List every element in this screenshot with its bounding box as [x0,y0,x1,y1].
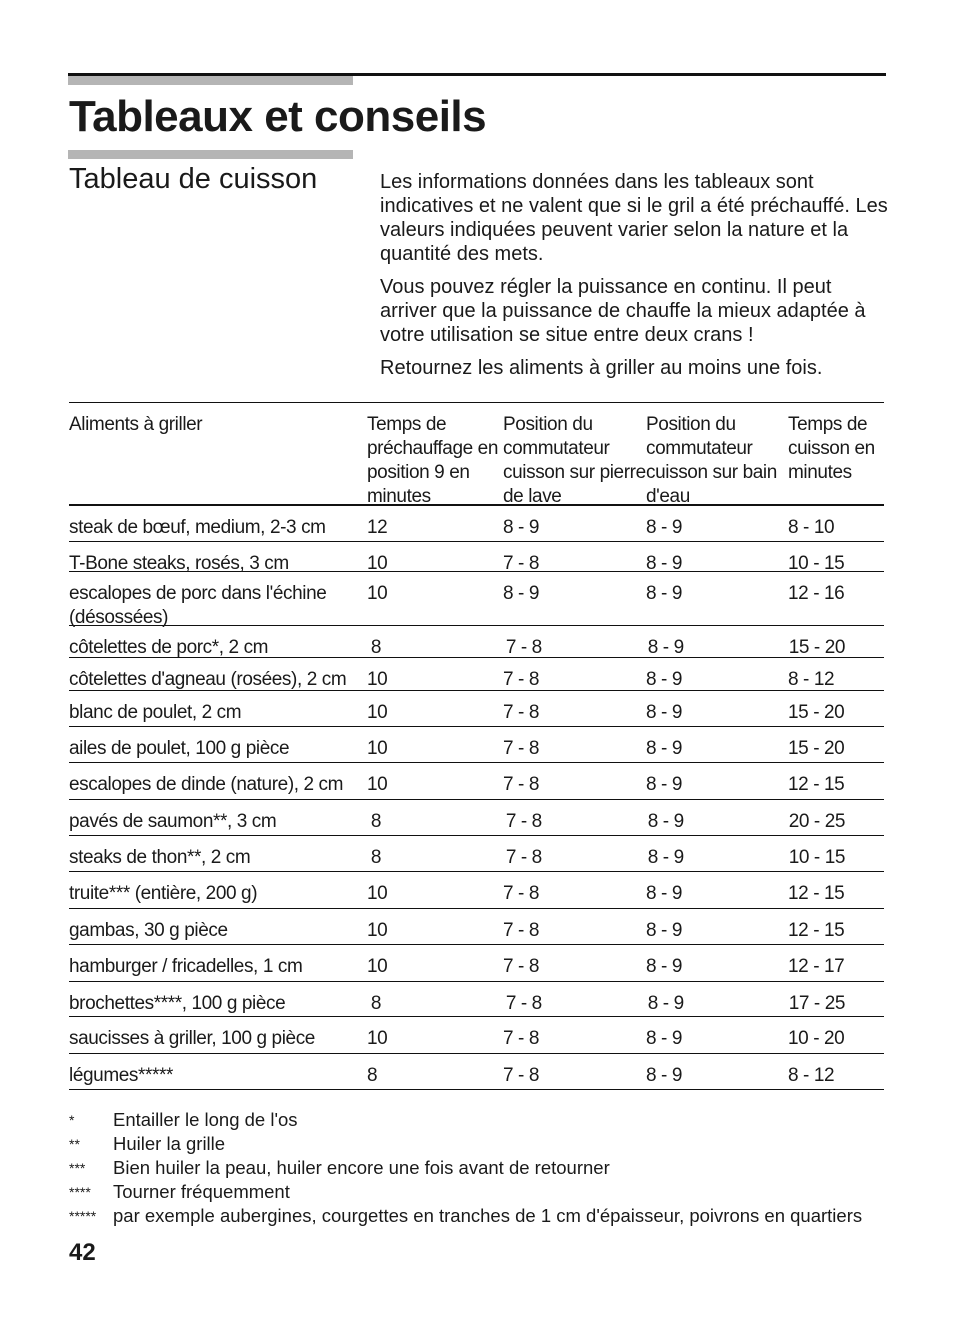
cell-preheat: 8 [370,637,381,658]
column-header-lava-stone: Position du commutateur cuisson sur pierre de lave [503,414,646,507]
cell-cooking-time: 10 - 15 [788,553,845,574]
cell-food: T-Bone steaks, rosés, 3 cm [69,553,289,574]
cell-food: hamburger / fricadelles, 1 cm [69,956,303,977]
section-accent-bar [68,150,353,159]
table-row [69,1054,884,1090]
cell-food: escalopes de dinde (nature), 2 cm [69,774,344,795]
cell-food: steak de bœuf, medium, 2-3 cm [69,517,326,538]
cell-cooking-time: 12 - 16 [788,583,845,604]
footnote [69,1156,862,1180]
cell-water-bath: 8 - 9 [646,956,683,977]
page-title: Tableaux et conseils [69,92,487,141]
table-header [69,403,884,506]
cell-cooking-time: 17 - 25 [788,993,846,1014]
cell-water-bath: 8 - 9 [647,993,684,1014]
footnote [69,1180,862,1204]
cell-water-bath: 8 - 9 [646,1065,683,1086]
cell-preheat: 10 [367,956,388,977]
cell-lava-stone: 7 - 8 [503,774,540,795]
cell-preheat: 8 [370,811,381,832]
cell-water-bath: 8 - 9 [646,517,683,538]
table-row [69,691,884,727]
cell-food: saucisses à griller, 100 g pièce [69,1028,315,1049]
cell-preheat: 10 [367,702,388,723]
cell-lava-stone: 7 - 8 [503,1065,540,1086]
page-number: 42 [69,1239,96,1266]
cell-food: pavés de saumon**, 3 cm [69,811,277,832]
cell-lava-stone: 7 - 8 [505,811,542,832]
footnote-text: Huiler la grille [113,1133,226,1154]
table-row [69,1017,884,1054]
footnote [69,1132,862,1156]
footnote-text: par exemple aubergines, courgettes en tranches de 1 cm d'épaisseur, poivrons en quartiers [113,1205,863,1226]
intro-paragraph: Retournez les aliments à griller au moins une fois. [380,357,823,379]
cell-cooking-time: 15 - 20 [788,738,845,759]
cell-preheat: 8 [367,1065,378,1086]
cell-food: escalopes de porc dans l'échine (désossées) [69,583,327,628]
intro-paragraph: Vous pouvez régler la puissance en continu. Il peut arriver que la puissance de chauffe la mieux adaptée à votre utilisation se situe entre deux crans ! [380,276,866,346]
footnote-text: Entailler le long de l'os [113,1109,298,1130]
table-row [69,506,884,542]
cell-preheat: 10 [367,1028,388,1049]
cell-cooking-time: 8 - 12 [788,1065,835,1086]
cell-preheat: 8 [370,993,381,1014]
table-body [69,506,884,1090]
cell-food: gambas, 30 g pièce [69,920,228,941]
cell-water-bath: 8 - 9 [646,1028,683,1049]
footnote-mark: *** [69,1160,86,1176]
cell-preheat: 10 [367,553,388,574]
cell-water-bath: 8 - 9 [646,553,683,574]
cell-lava-stone: 8 - 9 [503,517,540,538]
cell-cooking-time: 12 - 15 [788,774,845,795]
cell-preheat: 10 [367,920,388,941]
cell-food: blanc de poulet, 2 cm [69,702,242,723]
cell-lava-stone: 7 - 8 [505,847,542,868]
footnotes [69,1108,862,1228]
section-title: Tableau de cuisson [69,163,318,195]
footnote-mark: * [69,1112,75,1128]
cell-lava-stone: 7 - 8 [503,553,540,574]
footnote-mark: ** [69,1136,80,1152]
cell-preheat: 10 [367,883,388,904]
cooking-table [69,402,884,1090]
intro-paragraph: Les informations données dans les tableaux sont indicatives et ne valent que si le gril a été préchauffé. Les valeurs indiquées peuvent varier selon la nature et la quantité des mets. [380,171,888,265]
column-header-preheat: Temps de préchauffage en position 9 en minutes [367,414,498,507]
cell-food: truite*** (entière, 200 g) [69,883,258,904]
cell-water-bath: 8 - 9 [646,738,683,759]
cell-preheat: 10 [367,583,388,604]
cell-food: ailes de poulet, 100 g pièce [69,738,290,759]
cell-lava-stone: 8 - 9 [503,583,540,604]
cell-cooking-time: 10 - 20 [788,1028,845,1049]
cell-cooking-time: 12 - 17 [788,956,845,977]
cell-cooking-time: 20 - 25 [788,811,846,832]
cell-food: brochettes****, 100 g pièce [69,993,286,1014]
cell-water-bath: 8 - 9 [646,883,683,904]
table-row [69,982,884,1017]
cell-lava-stone: 7 - 8 [503,956,540,977]
table-row [69,872,884,909]
cell-water-bath: 8 - 9 [647,847,684,868]
footnote [69,1108,862,1132]
cell-water-bath: 8 - 9 [646,920,683,941]
cell-water-bath: 8 - 9 [646,583,683,604]
cell-lava-stone: 7 - 8 [505,993,542,1014]
column-header-water-bath: Position du commutateur cuisson sur bain d'eau [646,414,777,507]
table-row [69,727,884,763]
cell-lava-stone: 7 - 8 [503,883,540,904]
top-accent-bar [68,76,353,85]
cell-food: steaks de thon**, 2 cm [69,847,251,868]
table-row [69,542,884,572]
cell-preheat: 10 [367,774,388,795]
cell-water-bath: 8 - 9 [646,702,683,723]
table-row [69,658,884,691]
table-row [69,572,884,626]
cell-lava-stone: 7 - 8 [503,1028,540,1049]
table-row [69,836,884,872]
footnote [69,1204,862,1228]
cell-cooking-time: 8 - 10 [788,517,835,538]
cell-water-bath: 8 - 9 [646,669,683,690]
cell-lava-stone: 7 - 8 [503,738,540,759]
footnote-mark: **** [69,1184,91,1200]
cell-cooking-time: 12 - 15 [788,883,845,904]
cell-food: légumes***** [69,1065,173,1086]
table-row [69,626,884,658]
table-row [69,763,884,800]
footnote-mark: ***** [69,1208,97,1224]
cell-lava-stone: 7 - 8 [505,637,542,658]
column-header-cooking-time: Temps de cuisson en minutes [788,414,875,483]
cell-cooking-time: 15 - 20 [788,637,846,658]
cell-food: côtelettes de porc*, 2 cm [69,637,269,658]
cell-water-bath: 8 - 9 [647,637,684,658]
cell-lava-stone: 7 - 8 [503,702,540,723]
table-row [69,909,884,945]
cell-preheat: 10 [367,669,388,690]
footnote-text: Bien huiler la peau, huiler encore une fois avant de retourner [113,1157,610,1178]
table-row [69,800,884,836]
cell-water-bath: 8 - 9 [646,774,683,795]
cell-cooking-time: 10 - 15 [788,847,846,868]
cell-lava-stone: 7 - 8 [503,920,540,941]
cell-preheat: 10 [367,738,388,759]
cell-preheat: 12 [367,517,388,538]
column-header-food: Aliments à griller [69,414,203,435]
intro-text [380,170,890,389]
cell-water-bath: 8 - 9 [647,811,684,832]
cell-preheat: 8 [370,847,381,868]
cell-cooking-time: 8 - 12 [788,669,835,690]
footnote-text: Tourner fréquemment [113,1181,290,1202]
cell-cooking-time: 15 - 20 [788,702,845,723]
cell-cooking-time: 12 - 15 [788,920,845,941]
cell-food: côtelettes d'agneau (rosées), 2 cm [69,669,347,690]
table-row [69,945,884,982]
cell-lava-stone: 7 - 8 [503,669,540,690]
